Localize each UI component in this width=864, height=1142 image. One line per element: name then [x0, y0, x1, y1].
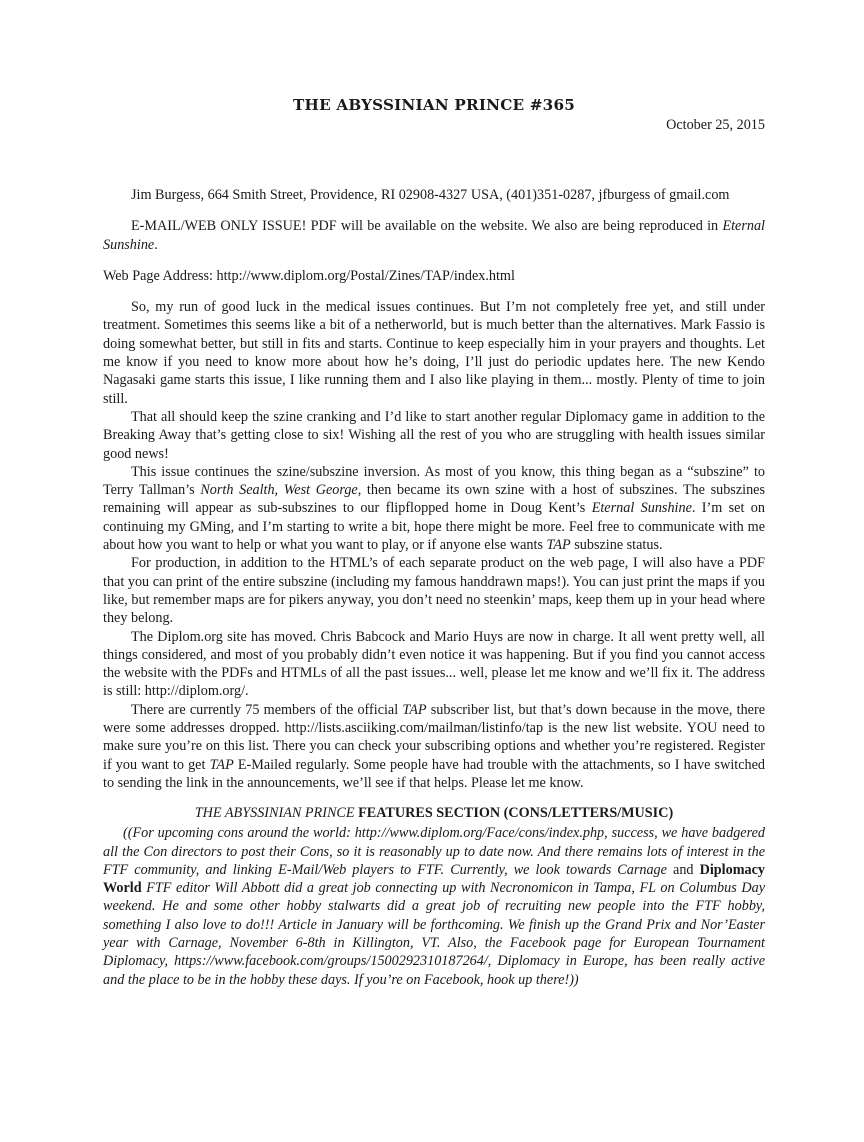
- p6-text-e: E-Mailed regularly. Some people have had trouble with the attachments, so I have switched to sending the link in the announcements, we’ll see if that helps. Please let me know.: [103, 756, 765, 791]
- notice-end: .: [154, 236, 158, 253]
- p3-text-c: , then became its own szine with a host of subszines. The subszines remaining will appear as sub-subszines to our flipflopped home in Doug Kent’s: [103, 482, 765, 517]
- features-heading: [103, 804, 765, 824]
- p6-zine-tap: TAP: [402, 701, 427, 718]
- paragraph-medical: So, my run of good luck in the medical issues continues. But I’m not completely free yet, and still under treatment. Sometimes this seems like a bit of a netherworld, but is much better than the alternatives. Mark Fassio is doing somewhat better, but still in fits and starts. Continue to keep especially him in your prayers and thoughts. Let me know if you need to know more about how he’s doing, I’ll just do periodic updates here. The new Kendo Nagasaki game starts this issue, I like running them and I also like playing in them... mostly. Plenty of time to join still.: [103, 299, 765, 407]
- p6-text-a: There are currently 75 members of the official: [131, 701, 403, 718]
- paragraph-production: For production, in addition to the HTML’s of each separate product on the web page, I will also have a PDF that you can print of the entire subszine (including my famous handdrawn maps!). You can just print the maps if you like, but remember maps are for pikers anyway, you don’t need no steenkin’ maps, keep them up in your head where they belong.: [103, 555, 765, 627]
- p3-text-a: This issue continues the szine/subszine inversion. As most of you know, this thing began as a “subszine” to Terry Tallman’s: [103, 463, 765, 499]
- features-text-a: ((For upcoming cons around the world: http://www.diplom.org/Face/cons/index.php, success, we have badgered all the Con directors to post their Cons, so it is reasonably up to date now. And there remains lots of interest in the FTF community, and linking E-Mail/Web players to FTF. Currently, we look towards Carnage: [103, 825, 765, 878]
- features-text-b: FTF editor Will Abbott did a great job connecting up with Necronomicon in Tampa, FL on Columbus Day weekend. He and some other hobby stalwarts did a great job of recruiting new people into the FTF hobby, something I also love to do!!! Article in January will be forthcoming. We finish up the Grand Prix and Nor’Easter year with Carnage, November 6-8th in Killington, VT. Also, the Facebook page for European Tournament Diplomacy, https://www.facebook.com/groups/1500292310187264/, Diplomacy in Europe, has been really active and the place to be in the hobby these days. If you’re on Facebook, hook up there!)): [103, 880, 765, 988]
- p6-text-c: subscriber list, but that’s down because in the move, there were some addresses dropped. http://lists.asciiking.com/mailman/listinfo/tap is the new list website. YOU need to make sure you’re on this list. There you can check your subscribing options and whether you’re registered. Register if you want to get: [103, 701, 766, 773]
- p3-zine-north-sealth: North Sealth, West George: [200, 482, 358, 499]
- document-title: THE ABYSSINIAN PRINCE #365: [293, 96, 575, 114]
- web-page-address: Web Page Address: http://www.diplom.org/Postal/Zines/TAP/index.html: [103, 267, 515, 284]
- paragraph-subscribers: [103, 701, 765, 792]
- p3-zine-tap: TAP: [546, 537, 571, 554]
- p3-text-e: . I’m set on continuing my GMing, and I’m starting to write a bit, hope there might be more. Feel free to communicate with me about how you want to help or what you want to play, or if anyone else wants: [103, 500, 765, 554]
- p3-zine-eternal-sunshine: Eternal Sunshine: [591, 500, 692, 517]
- paragraph-games: That all should keep the szine cranking and I’d like to start another regular Diplomacy game in addition to the Breaking Away that’s getting close to six! Wishing all the rest of you who are struggling with health issues similar good news!: [103, 408, 765, 462]
- p3-text-g: subszine status.: [570, 537, 663, 554]
- features-text-and: and: [673, 861, 700, 878]
- contact-line: Jim Burgess, 664 Smith Street, Providence, RI 02908-4327 USA, (401)351-0287, jfburgess of gmail.com: [131, 187, 730, 203]
- notice-zine-name: Eternal Sunshine: [103, 218, 765, 253]
- issue-date: October 25, 2015: [666, 117, 765, 133]
- paragraph-site-move: The Diplom.org site has moved. Chris Babcock and Mario Huys are now in charge. It all went pretty well, all things considered, and most of you probably didn’t even notice it was happening. But if you find you cannot access the website with the PDFs and HTMLs of all the past issues... well, please let me know and we’ll fix it. The address is still: http://diplom.org/.: [103, 628, 765, 700]
- features-cons-paragraph: [103, 824, 765, 989]
- features-heading-text: FEATURES SECTION (CONS/LETTERS/MUSIC): [354, 805, 674, 822]
- p6-zine-tap-2: TAP: [209, 756, 234, 773]
- email-only-notice: [103, 217, 765, 254]
- features-diplomacy-world: Diplomacy World: [103, 861, 765, 897]
- features-heading-zine: THE ABYSSINIAN PRINCE: [194, 805, 355, 822]
- paragraph-subszine: [103, 463, 765, 554]
- editorial-section: [103, 298, 765, 792]
- notice-text: E-MAIL/WEB ONLY ISSUE! PDF will be available on the website. We also are being reproduced in: [131, 218, 723, 235]
- document-page: [103, 96, 765, 989]
